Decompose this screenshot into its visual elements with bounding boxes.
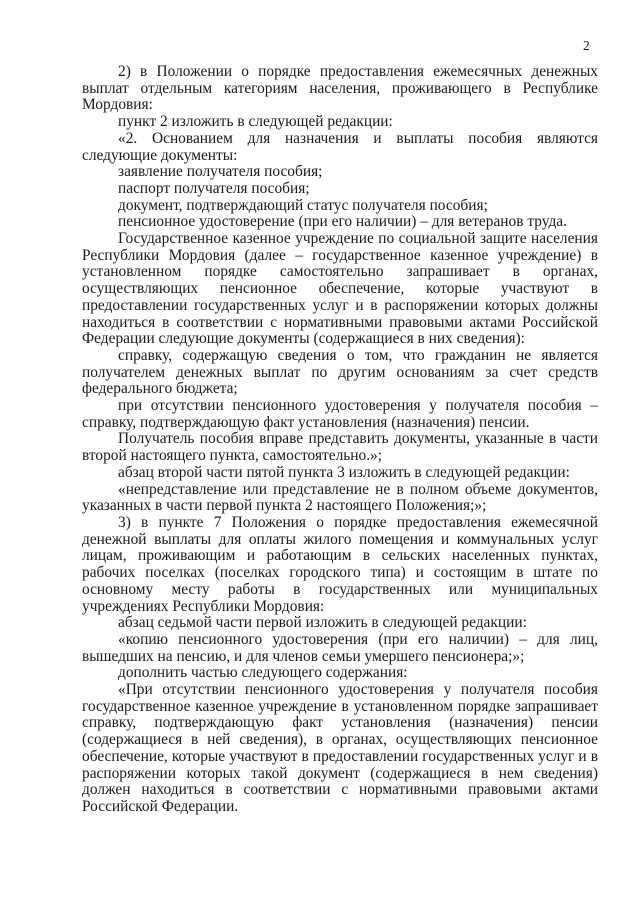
paragraph-point-3-instruction: абзац второй части пятой пункта 3 изложить в следующей редакции:	[118, 463, 570, 481]
paragraph-item-2: 2) в Положении о порядке предоставления ежемесячных денежных выплат отдельным категориям населения, проживающего в Республике Мордовия:	[82, 63, 598, 114]
paragraph-point-2-text: «2. Основанием для назначения и выплаты пособия являются следующие документы:	[82, 129, 598, 164]
list-item-certificate-payments: справку, содержащую сведения о том, что гражданин не является получателем денежных выплат по другим основаниям за счет средств федерального бюджета;	[82, 346, 598, 398]
list-item-application: заявление получателя пособия;	[118, 163, 323, 181]
list-item-status-document: документ, подтверждающий статус получателя пособия;	[118, 196, 488, 214]
paragraph-point-7-instruction: абзац седьмой части первой изложить в следующей редакции:	[118, 614, 527, 632]
page-number: 2	[583, 38, 590, 53]
list-item-passport: паспорт получателя пособия;	[118, 179, 310, 197]
paragraph-point-2-instruction: пункт 2 изложить в следующей редакции:	[118, 113, 393, 131]
paragraph-supplement-text: «При отсутствии пенсионного удостоверения у получателя пособия государственное казенное учреждение в установленном порядке запрашивает справку, подтверждающую факт установления (назначения) пенсии (содержащиеся в ней сведения), в органах, осуществляющих пенсионное обеспечение, которые участвуют в предоставлении государственных услуг и в распоряжении которых такой документ (содержащиеся в нем сведения) должен находиться в соответствии с нормативными правовыми актами Российской Федерации.	[82, 681, 598, 815]
paragraph-supplement-instruction: дополнить частью следующего содержания:	[118, 664, 408, 682]
document-body	[82, 64, 598, 816]
list-item-pension-certificate: пенсионное удостоверение (при его наличии) – для ветеранов труда.	[118, 213, 567, 231]
paragraph-point-3-text: «непредставление или представление не в полном объеме документов, указанных в части первой пункта 2 настоящего Положения;»;	[82, 480, 598, 515]
paragraph-recipient-right: Получатель пособия вправе представить документы, указанные в части второй настоящего пункта, самостоятельно.»;	[82, 430, 598, 465]
paragraph-state-institution: Государственное казенное учреждение по социальной защите населения Республики Мордовия (далее – государственное казенное учреждение) в установленном порядке самостоятельно запрашивает в органах, осуществляющих пенсионное обеспечение, которые участвуют в предоставлении государственных услуг и в распоряжении которых должны находиться в соответствии с нормативными правовыми актами Российской Федерации следующие документы (содержащиеся в них сведения):	[82, 230, 598, 348]
paragraph-item-3: 3) в пункте 7 Положения о порядке предоставления ежемесячной денежной выплаты для оплаты жилого помещения и коммунальных услуг лицам, проживающим и работающим в сельских населенных пунктах, рабочих поселках (поселках городского типа) и состоящим в штате по основному месту работы в государственных или муниципальных учреждениях Республики Мордовия:	[82, 513, 598, 615]
list-item-certificate-pension: при отсутствии пенсионного удостоверения у получателя пособия – справку, подтверждающую факт установления (назначения) пенсии.	[82, 397, 598, 431]
paragraph-point-7-text: «копию пенсионного удостоверения (при его наличии) – для лиц, вышедших на пенсию, и для членов семьи умершего пенсионера;»;	[82, 630, 598, 665]
